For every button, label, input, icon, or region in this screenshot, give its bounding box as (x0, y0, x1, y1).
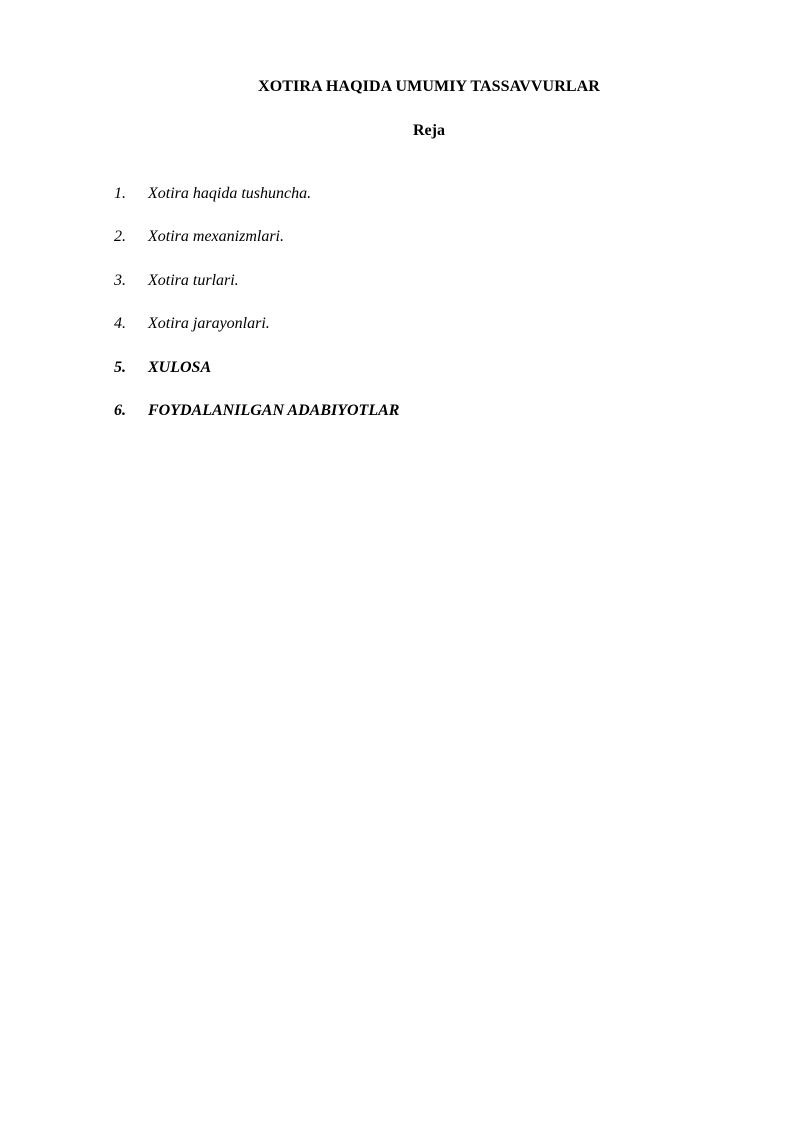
plan-item-number: 4. (114, 315, 126, 333)
plan-item-number: 5. (114, 358, 126, 376)
plan-item-number: 1. (114, 185, 126, 202)
plan-list (114, 183, 744, 443)
plan-item-text: FOYDALANILGAN ADABIYOTLAR (148, 401, 400, 419)
plan-heading: Reja (413, 122, 445, 139)
plan-item (114, 400, 744, 443)
plan-item (114, 357, 744, 400)
document-title: XOTIRA HAQIDA UMUMIY TASSAVVURLAR (258, 78, 600, 95)
plan-item-number: 2. (114, 228, 126, 246)
plan-item-text: Xotira mexanizmlari. (148, 228, 284, 246)
plan-item-text: Xotira turlari. (148, 271, 239, 289)
plan-item-text: Xotira jarayonlari. (148, 315, 270, 333)
plan-item-text: XULOSA (148, 358, 212, 376)
plan-item (114, 313, 744, 356)
plan-item (114, 226, 744, 269)
plan-item (114, 183, 744, 226)
plan-item-text: Xotira haqida tushuncha. (148, 185, 312, 202)
plan-item (114, 270, 744, 313)
plan-item-number: 3. (114, 271, 126, 289)
plan-item-number: 6. (114, 401, 126, 419)
